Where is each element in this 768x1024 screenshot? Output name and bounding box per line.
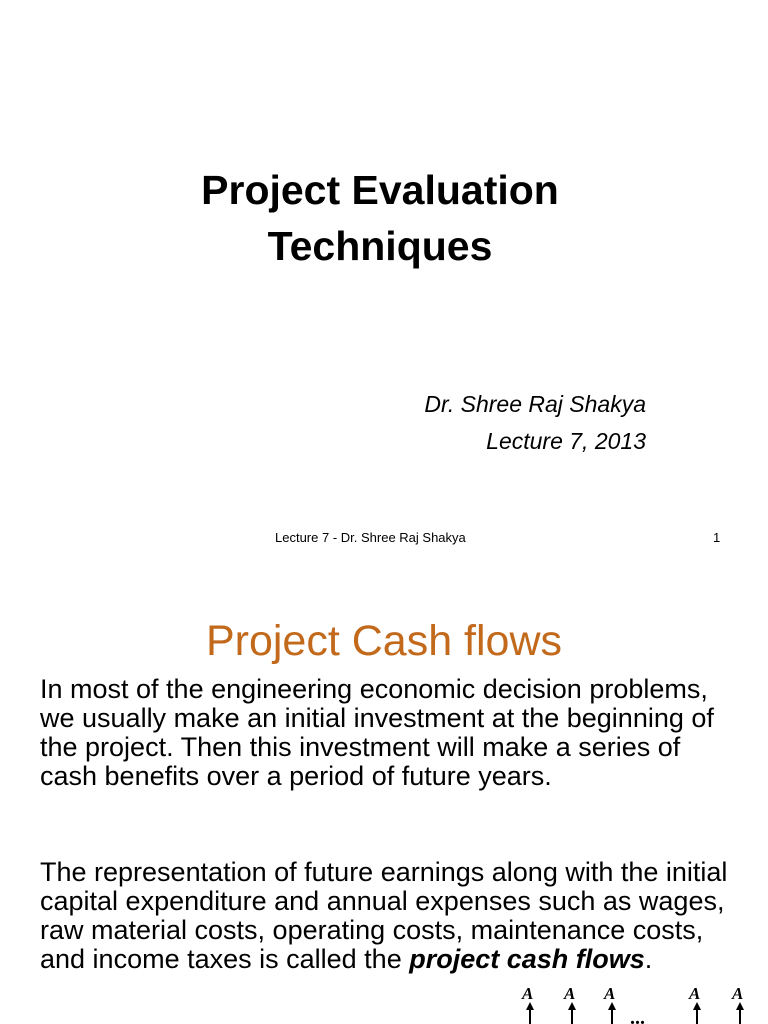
paragraph-cash-flows	[40, 858, 740, 974]
paragraph-investment: In most of the engineering economic decision problems, we usually make an initial investment at the beginning of the project. Then this investment will make a series of cash benefits over a period of future years.	[40, 674, 714, 791]
author-name: Dr. Shree Raj Shakya	[424, 391, 646, 417]
ellipsis: ...	[630, 1007, 645, 1024]
title-line-1: Project Evaluation	[201, 167, 559, 213]
paragraph-end: .	[644, 944, 653, 974]
slide-heading: Project Cash flows	[205, 617, 563, 665]
emphasis-term: project cash flows	[409, 944, 645, 974]
slide-title-heading	[0, 162, 760, 274]
cash-flow-label-5: A	[732, 984, 744, 1003]
cash-flow-label-3: A	[604, 984, 616, 1003]
cash-flow-label-4: A	[689, 984, 701, 1003]
paragraph-text: The representation of future earnings along with the initial capital expenditure and annual expenses such as wages, raw material costs, operating costs, maintenance costs, and income taxes is called the	[40, 857, 728, 974]
page-number: 1	[713, 530, 721, 545]
title-line-2: Techniques	[267, 223, 493, 269]
lecture-info: Lecture 7, 2013	[486, 428, 646, 454]
cash-flow-diagram	[515, 980, 768, 1024]
slide-cash-flows	[0, 565, 768, 1024]
cash-flow-label-2: A	[564, 984, 576, 1003]
slide-footer: Lecture 7 - Dr. Shree Raj Shakya	[275, 530, 466, 545]
cash-flow-label-1: A	[522, 984, 534, 1003]
